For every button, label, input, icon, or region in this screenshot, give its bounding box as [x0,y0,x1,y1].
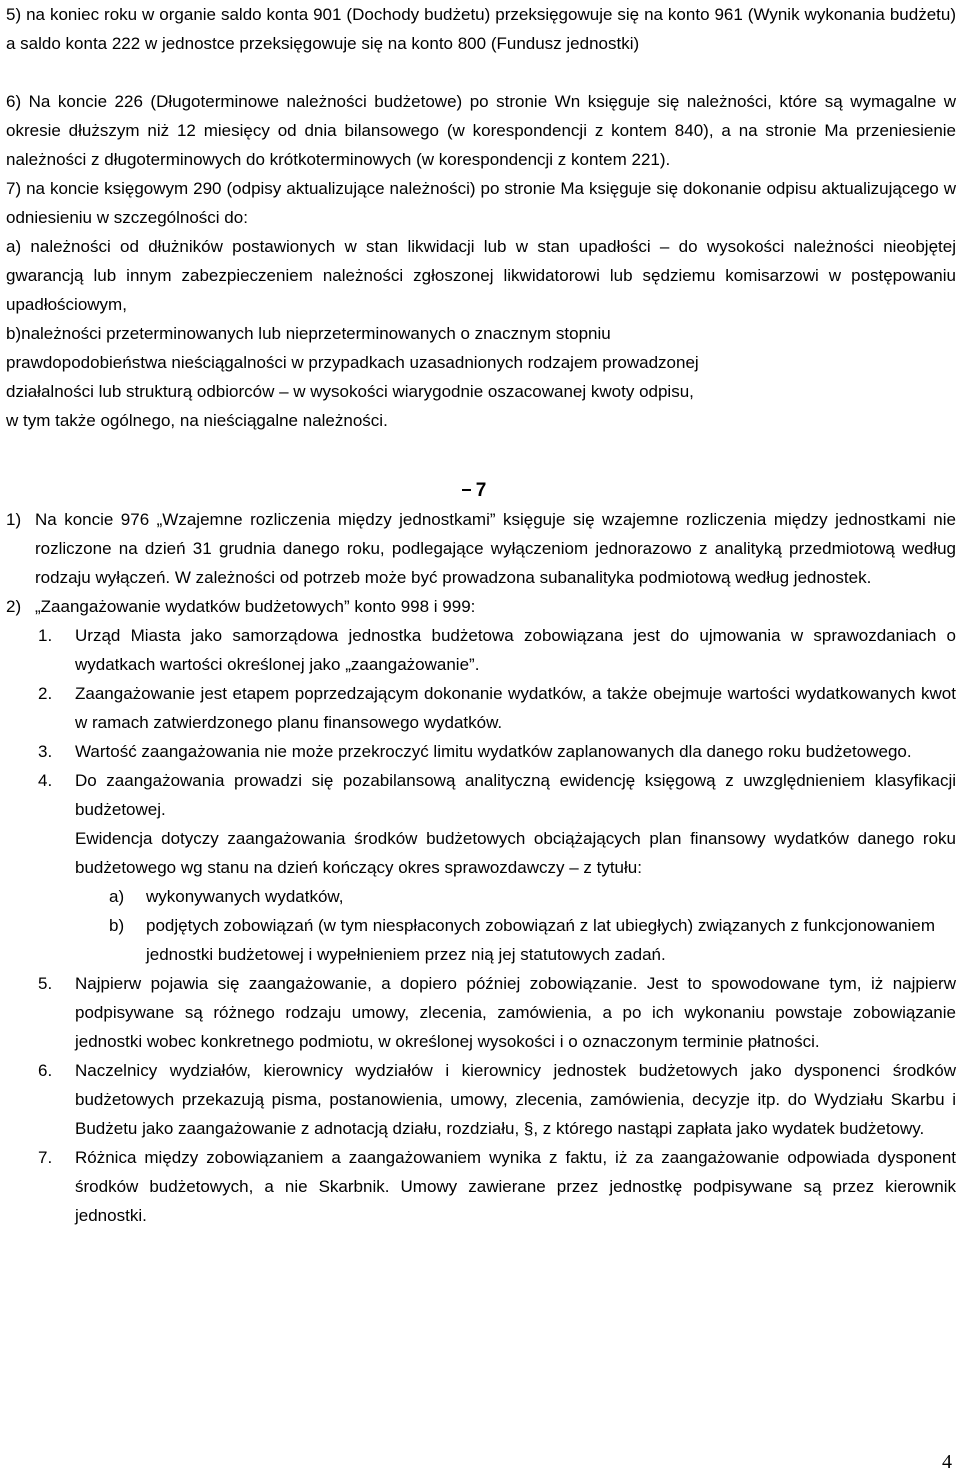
list-text: Wartość zaangażowania nie może przekroczyć limitu wydatków zaplanowanych dla danego roku budżetowego. [75,742,912,761]
sub-list-letter: a) [109,887,125,906]
item-number: 1) [6,510,22,529]
list-number: 4. [38,771,53,790]
paragraph-7b-line-3: działalności lub strukturą odbiorców – w wysokości wiarygodnie oszacowanej kwoty odpisu, [6,382,694,401]
list-text: Zaangażowanie jest etapem poprzedzającym dokonanie wydatków, a także obejmuje wartości wydatkowanych kwot w ramach zatwierdzonego planu finansowego wydatków. [75,684,956,732]
paragraph-7b-line-4: w tym także ogólnego, na nieściągalne należności. [6,411,388,430]
list-text: Urząd Miasta jako samorządowa jednostka budżetowa zobowiązana jest do ujmowania w sprawozdaniach o wydatkach wartości określonej jako „zaangażowanie”. [75,626,956,674]
paragraph-7b-line-2: prawdopodobieństwa nieściągalności w przypadkach uzasadnionych rodzajem prowadzonej [6,353,699,372]
paragraph-7b-line-1: b)należności przeterminowanych lub nieprzeterminowanych o znacznym stopniu [6,324,611,343]
s7-item-1 [6,505,956,592]
list-text: Do zaangażowania prowadzi się pozabilansową analityczną ewidencję księgową z uwzględnieniem klasyfikacji budżetowej. [75,771,956,819]
list-item [6,766,956,824]
spacer [6,435,956,464]
page-number: 4 [942,1451,952,1473]
section-heading [6,476,956,505]
sub-list-item [6,882,956,911]
list-text: Naczelnicy wydziałów, kierownicy wydziałów i kierownicy jednostek budżetowych jako dysponenci środków budżetowych przekazują pisma, postanowienia, umowy, zlecenia, zamówienia, decyzje itp. do Wydziału Skarbu i Budżetu jako zaangażowanie z adnotacją działu, rozdziału, §, z którego nastąpi zapłata jako wydatek budżetowy. [75,1061,956,1138]
sub-list-item [6,911,956,969]
list-item [6,1056,956,1143]
list-number: 6. [38,1061,53,1080]
section-number: 7 [475,480,487,501]
s7-item-2 [6,592,956,621]
sub-list-letter: b) [109,916,125,935]
sub-list-text: wykonywanych wydatków, [146,887,344,906]
item-number: 2) [6,597,22,616]
list-item [6,969,956,1056]
item-text: „Zaangażowanie wydatków budżetowych” konto 998 i 999: [35,597,476,616]
paragraph-5: 5) na koniec roku w organie saldo konta 901 (Dochody budżetu) przeksięgowuje się na konto 961 (Wynik wykonania budżetu) a saldo konta 222 w jednostce przeksięgowuje się na konto 800 (Fundusz jednostki) [6,5,956,53]
paragraph-7: 7) na koncie księgowym 290 (odpisy aktualizujące należności) po stronie Ma księguje się dokonanie odpisu aktualizującego w odniesieniu w szczególności do: [6,179,956,227]
list-item [6,737,956,766]
list-number: 7. [38,1148,53,1167]
list-number: 1. [38,626,53,645]
sub-list-text: podjętych zobowiązań (w tym niespłaconych zobowiązań z lat ubiegłych) związanych z funkcjonowaniem jednostki budżetowej i wypełnieniem przez nią jej statutowych zadań. [146,916,936,964]
list-number: 3. [38,742,53,761]
list-item [6,679,956,737]
spacer [6,58,956,87]
list-number: 5. [38,974,53,993]
list-number: 2. [38,684,53,703]
document-page [6,0,956,1230]
list-text: Najpierw pojawia się zaangażowanie, a dopiero później zobowiązanie. Jest to spowodowane tym, iż najpierw podpisywane są różnego rodzaju umowy, zlecenia, zamówienia, a po ich wykonaniu powstaje zobowiązanie jednostki wobec konkretnego podmiotu, w określonej wysokości i o oznaczonym terminie płatności. [75,974,956,1051]
paragraph-7a: a) należności od dłużników postawionych w stan likwidacji lub w stan upadłości – do wysokości należności nieobjętej gwarancją lub innym zabezpieczeniem należności zgłoszonej likwidatorowi lub sędziemu komisarzowi w postępowaniu upadłościowym, [6,237,956,314]
list-item [6,621,956,679]
evidence-paragraph: Ewidencja dotyczy zaangażowania środków budżetowych obciążających plan finansowy wydatków danego roku budżetowego wg stanu na dzień kończący okres sprawozdawczy – z tytułu: [75,829,956,877]
list-item [6,1143,956,1230]
list-text: Różnica między zobowiązaniem a zaangażowaniem wynika z faktu, iż za zaangażowanie odpowiada dysponent środków budżetowych, a nie Skarbnik. Umowy zawierane przez jednostkę podpisywane są przez kierownik jednostki. [75,1148,956,1225]
paragraph-6: 6) Na koncie 226 (Długoterminowe należności budżetowe) po stronie Wn księguje się należności, które są wymagalne w okresie dłuższym niż 12 miesięcy od dnia bilansowego (w korespondencji z kontem 840), a na stronie Ma przeniesienie należności z długoterminowych do krótkoterminowych (w korespondencji z kontem 221). [6,92,956,169]
item-text: Na koncie 976 „Wzajemne rozliczenia między jednostkami” księguje się wzajemne rozliczenia między jednostkami nie rozliczone na dzień 31 grudnia danego roku, podlegające wyłączeniom jednorazowo z analityką przedmiotową według rodzaju wyłączeń. W zależności od potrzeb może być prowadzona subanalityka podmiotową według jednostek. [35,510,956,587]
